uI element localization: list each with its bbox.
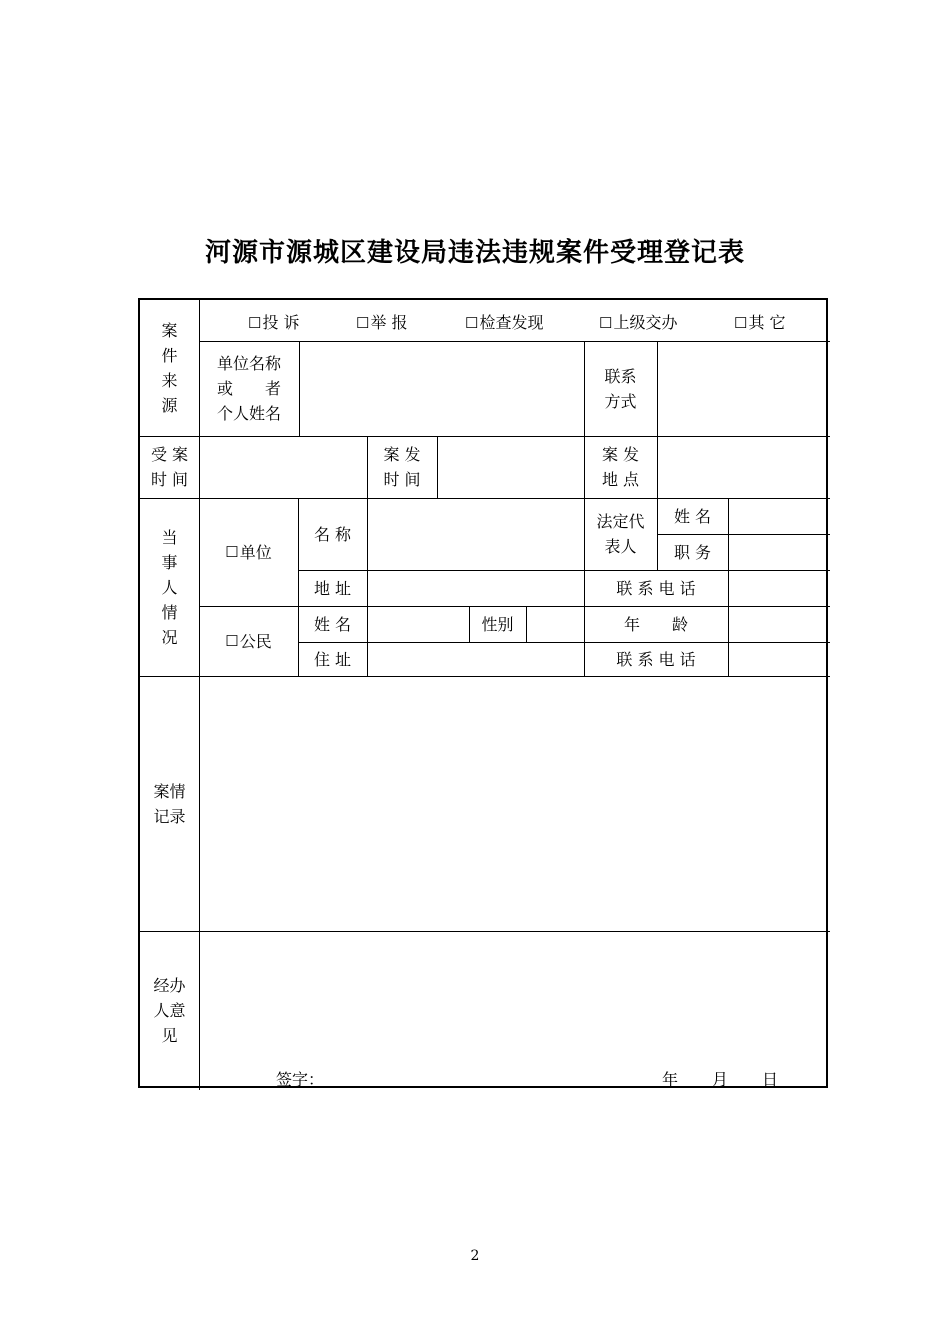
unit-phone-label: 联 系 电 话 xyxy=(616,578,696,598)
form-title: 河源市源城区建设局违法违规案件受理登记表 xyxy=(204,238,745,268)
checkbox-icon: ☐ xyxy=(599,314,613,332)
checkbox-icon: ☐ xyxy=(225,542,239,561)
case-source-label: 案 件 来 源 xyxy=(161,321,178,415)
option-report[interactable]: ☐举 报 xyxy=(356,313,408,332)
gender-field[interactable] xyxy=(526,606,584,642)
checkbox-icon: ☐ xyxy=(225,631,239,650)
age-label: 年 龄 xyxy=(623,614,688,634)
case-record-field[interactable] xyxy=(199,676,830,931)
gender-label: 性别 xyxy=(481,614,514,634)
date-month-label: 月 xyxy=(712,1070,729,1089)
party-info-label: 当 事 人 情 况 xyxy=(161,527,178,647)
rep-name-field[interactable] xyxy=(728,498,830,534)
unit-phone-field[interactable] xyxy=(728,570,830,606)
case-record-label: 案情 记录 xyxy=(153,781,186,826)
citizen-name-field[interactable] xyxy=(367,606,469,642)
contact-field[interactable] xyxy=(657,341,830,436)
occur-place-field[interactable] xyxy=(657,436,830,498)
page-number: 2 xyxy=(470,1248,480,1264)
rep-title-field[interactable] xyxy=(728,534,830,570)
citizen-name-label: 姓 名 xyxy=(313,614,352,634)
rep-title-label: 职 务 xyxy=(673,542,712,562)
checkbox-icon: ☐ xyxy=(356,314,370,332)
unit-name-field[interactable] xyxy=(367,498,584,570)
date-day-label: 日 xyxy=(762,1070,779,1089)
unit-name-label: 名 称 xyxy=(313,524,352,544)
date-year-label: 年 xyxy=(662,1070,679,1089)
legal-rep-label: 法定代 表人 xyxy=(596,512,645,556)
party-unit-option[interactable]: ☐ 单位 xyxy=(199,498,298,606)
signature-field[interactable] xyxy=(350,1062,650,1086)
age-field[interactable] xyxy=(728,606,830,642)
checkbox-icon: ☐ xyxy=(465,314,479,332)
rep-name-label: 姓 名 xyxy=(673,506,712,526)
option-other[interactable]: ☐其 它 xyxy=(734,313,786,332)
occur-place-label: 案 发 地 点 xyxy=(601,445,640,489)
unit-address-field[interactable] xyxy=(367,570,584,606)
checkbox-icon: ☐ xyxy=(734,314,748,332)
accept-time-label: 受 案 时 间 xyxy=(150,445,189,489)
accept-time-field[interactable] xyxy=(199,436,367,498)
handler-opinion-label: 经办 人意 见 xyxy=(153,976,186,1045)
unit-address-label: 地 址 xyxy=(313,578,352,598)
option-superior-assigned[interactable]: ☐上级交办 xyxy=(599,313,678,332)
occur-time-field[interactable] xyxy=(437,436,584,498)
citizen-address-field[interactable] xyxy=(367,642,584,676)
handler-opinion-field[interactable] xyxy=(199,931,830,1061)
registration-form xyxy=(138,298,828,1088)
checkbox-icon: ☐ xyxy=(248,314,262,332)
citizen-phone-field[interactable] xyxy=(728,642,830,676)
unit-or-person-label: 单位名称 或 者 个人姓名 xyxy=(216,354,281,423)
option-complaint[interactable]: ☐投 诉 xyxy=(248,313,300,332)
citizen-phone-label: 联 系 电 话 xyxy=(616,649,696,669)
occur-time-label: 案 发 时 间 xyxy=(383,445,421,489)
party-citizen-option[interactable]: ☐ 公民 xyxy=(199,606,298,676)
contact-label: 联系 方式 xyxy=(604,366,637,411)
unit-or-person-field[interactable] xyxy=(299,341,584,436)
option-inspection[interactable]: ☐检查发现 xyxy=(465,313,544,332)
citizen-address-label: 住 址 xyxy=(313,649,352,669)
signature-label: 签字： xyxy=(276,1070,325,1089)
